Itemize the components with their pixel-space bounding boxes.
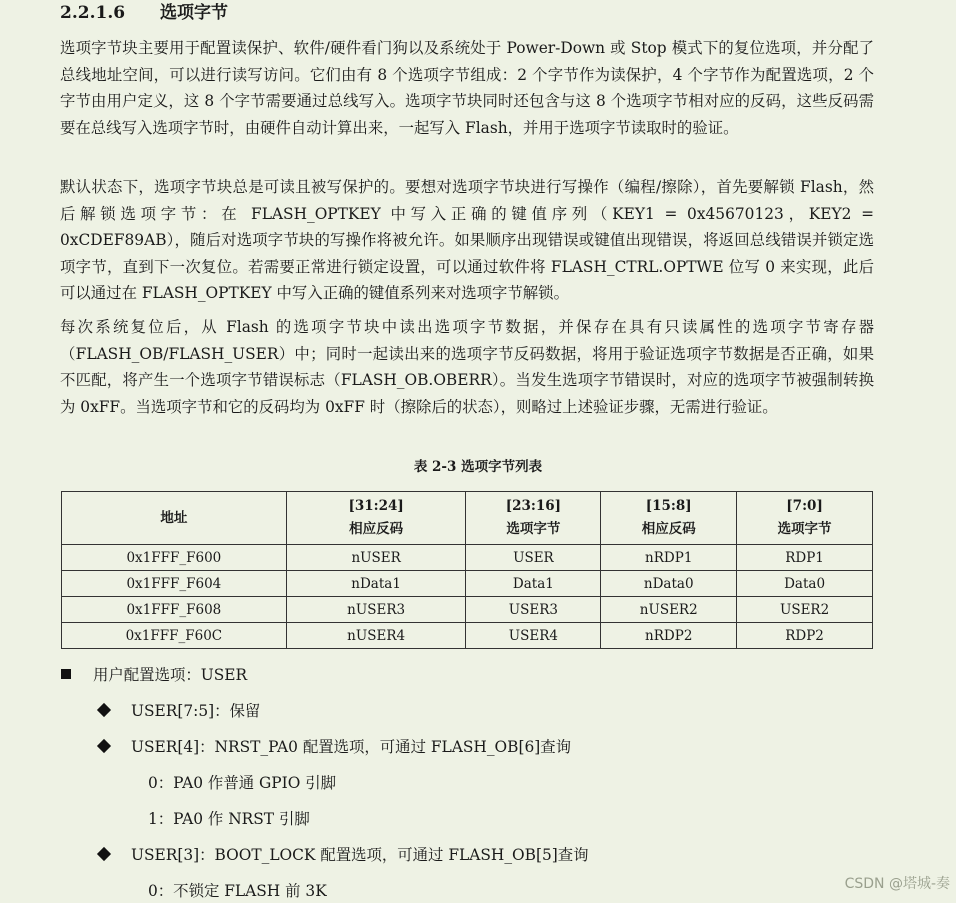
- table-cell: USER2: [737, 597, 873, 623]
- table-cell: USER4: [466, 623, 601, 649]
- header-bits-23-16: [23:16] 选项字节: [466, 492, 601, 545]
- table-cell: nRDP2: [601, 623, 737, 649]
- diamond-bullet-icon: [97, 739, 111, 753]
- list-item: USER[4]：NRST_PA0 配置选项，可通过 FLASH_OB[6]查询: [99, 735, 571, 759]
- table-row: [62, 597, 873, 623]
- diamond-bullet-icon: [97, 703, 111, 717]
- list-item: USER[3]：BOOT_LOCK 配置选项，可通过 FLASH_OB[5]查询: [99, 843, 589, 867]
- list-item: USER[7:5]：保留: [99, 699, 260, 723]
- table-cell: 0x1FFF_F600: [62, 545, 287, 571]
- list-subitem: 1：PA0 作 NRST 引脚: [148, 810, 310, 828]
- table-cell: nUSER: [286, 545, 466, 571]
- table-header-row: [62, 492, 873, 545]
- table-cell: nUSER3: [286, 597, 466, 623]
- square-bullet-icon: [61, 669, 71, 679]
- section-number: 2.2.1.6: [60, 3, 126, 23]
- list-subitem: 0：PA0 作普通 GPIO 引脚: [148, 774, 337, 792]
- table-cell: RDP1: [737, 545, 873, 571]
- table-row: [62, 545, 873, 571]
- paragraph-1: 选项字节块主要用于配置读保护、软件/硬件看门狗以及系统处于 Power-Down 或 Stop 模式下的复位选项，并分配了总线地址空间，可以进行读写访问。它们由有 8 个选项字节组成：2 个字节作为读保护，4 个字节作为配置选项，2 个字节由用户定义，这 8 个字节需要通过总线写入。选项字节块同时还包含与这 8 个选项字节相对应的反码，这些反码需要在总线写入选项字节时，由硬件自动计算出来，一起写入 Flash，并用于选项字节读取时的验证。: [60, 39, 874, 137]
- table-cell: nUSER4: [286, 623, 466, 649]
- table-row: [62, 623, 873, 649]
- watermark: CSDN @塔城-奏: [844, 876, 950, 892]
- paragraph-2: 默认状态下，选项字节块总是可读且被写保护的。要想对选项字节块进行写操作（编程/擦除），首先要解锁 Flash，然后解锁选项字节：在 FLASH_OPTKEY 中写入正确的键值序列（KEY1 = 0x45670123，KEY2 = 0xCDEF89AB），随后对选项字节块的写操作将被允许。如果顺序出现错误或键值出现错误，将返回总线错误并锁定选项字节，直到下一次复位。若需要正常进行锁定设置，可以通过软件将 FLASH_CTRL.OPTWE 位写 0 来实现，此后可以通过在 FLASH_OPTKEY 中写入正确的键值系列来对选项字节解锁。: [60, 178, 874, 302]
- table-cell: USER: [466, 545, 601, 571]
- table-cell: RDP2: [737, 623, 873, 649]
- header-bits-31-24: [31:24] 相应反码: [286, 492, 466, 545]
- table-cell: USER3: [466, 597, 601, 623]
- table-cell: nUSER2: [601, 597, 737, 623]
- table-row: [62, 571, 873, 597]
- section-heading: [60, 2, 228, 24]
- table-cell: 0x1FFF_F60C: [62, 623, 287, 649]
- table-cell: nRDP1: [601, 545, 737, 571]
- table-cell: nData1: [286, 571, 466, 597]
- header-bits-7-0: [7:0] 选项字节: [737, 492, 873, 545]
- table-caption: 表 2-3 选项字节列表: [413, 459, 543, 475]
- paragraph-3: 每次系统复位后，从 Flash 的选项字节块中读出选项字节数据，并保存在具有只读属性的选项字节寄存器（FLASH_OB/FLASH_USER）中；同时一起读出来的选项字节反码数据，将用于验证选项字节数据是否正确，如果不匹配，将产生一个选项字节错误标志（FLASH_OB.OBERR）。当发生选项字节错误时，对应的选项字节被强制转换为 0xFF。当选项字节和它的反码均为 0xFF 时（擦除后的状态），则略过上述验证步骤，无需进行验证。: [60, 318, 874, 416]
- diamond-bullet-icon: [97, 847, 111, 861]
- table-cell: nData0: [601, 571, 737, 597]
- table-cell: Data1: [466, 571, 601, 597]
- list-subitem: 0：不锁定 FLASH 前 3K: [148, 882, 327, 900]
- table-cell: Data0: [737, 571, 873, 597]
- header-address: 地址: [62, 492, 287, 545]
- table-cell: 0x1FFF_F604: [62, 571, 287, 597]
- header-bits-15-8: [15:8] 相应反码: [601, 492, 737, 545]
- option-bytes-table: [61, 491, 873, 649]
- table-cell: 0x1FFF_F608: [62, 597, 287, 623]
- list-title: 用户配置选项：USER: [61, 663, 247, 687]
- section-title: 选项字节: [160, 3, 228, 23]
